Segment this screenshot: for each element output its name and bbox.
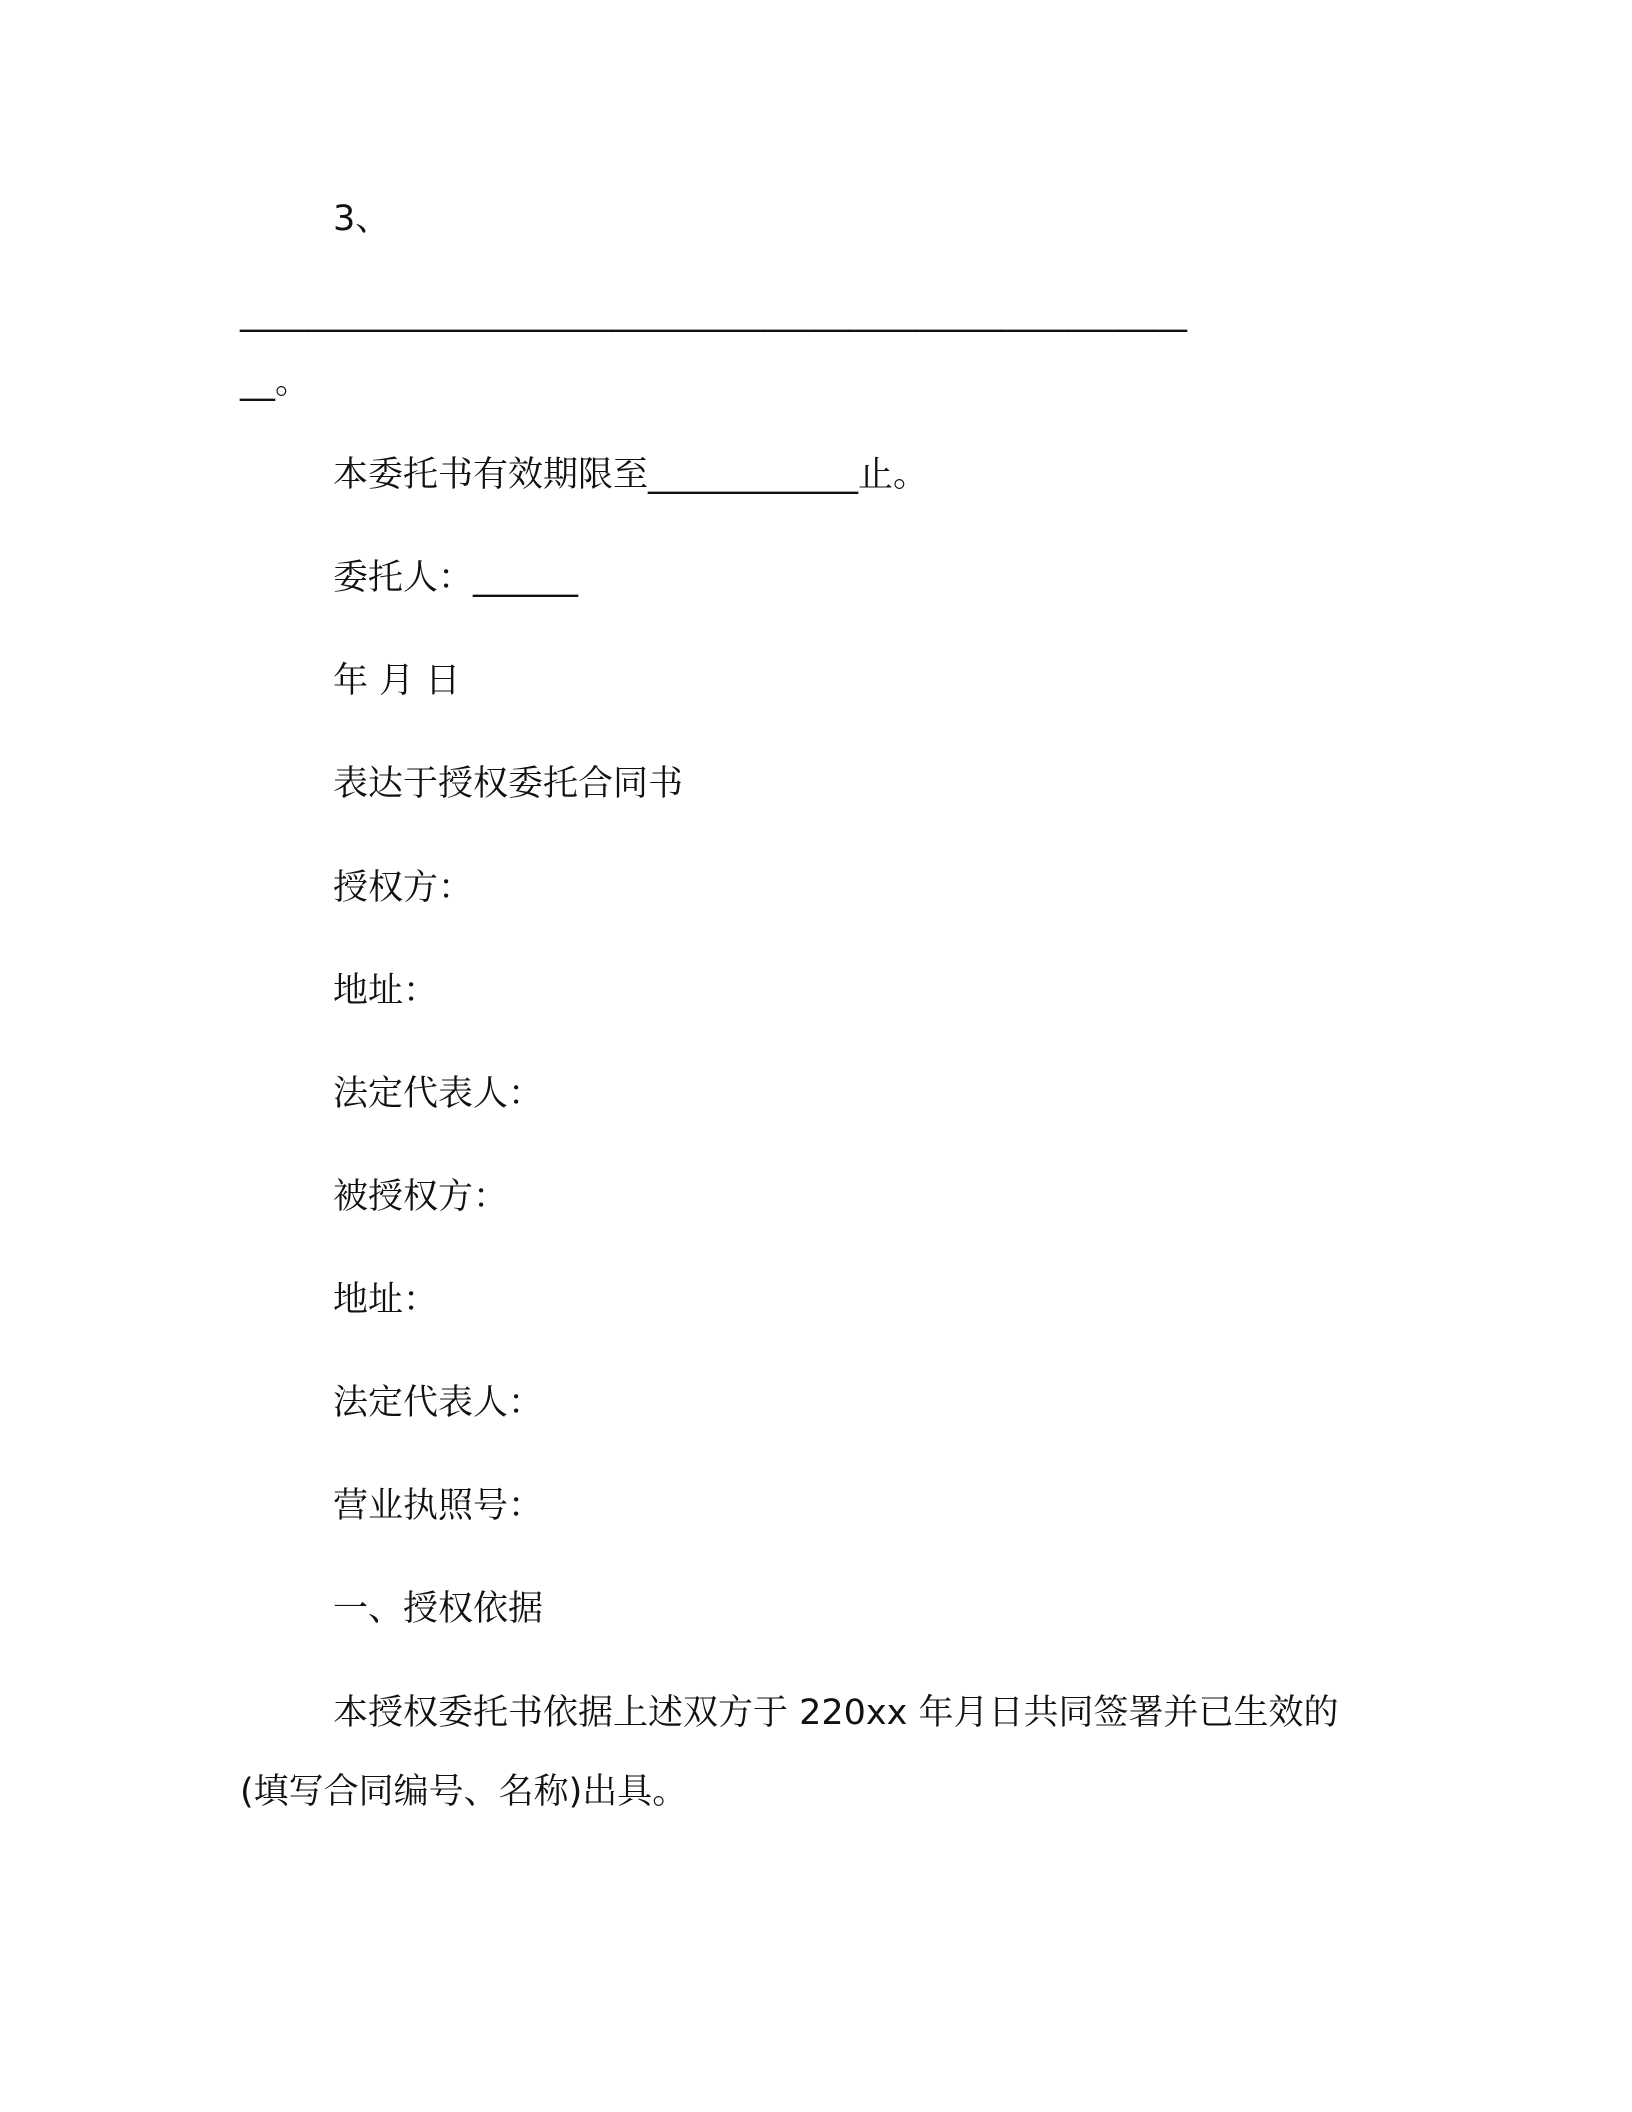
- grantee-label: 被授权方：: [333, 1177, 509, 1217]
- grantee-legal-rep-label: 法定代表人：: [333, 1383, 544, 1423]
- authorization-basis-paragraph-cont: (填写合同编号、名称)出具。: [240, 1772, 688, 1812]
- validity-period: 本委托书有效期限至____________止。: [333, 455, 929, 495]
- section-heading-authorization-basis: 一、授权依据: [333, 1589, 544, 1629]
- blank-line-end: __。: [240, 362, 311, 402]
- item-number: 3、: [333, 199, 391, 239]
- blank-line: ________________________________________________________: [240, 293, 1187, 333]
- grantor-label: 授权方：: [333, 868, 474, 908]
- principal-signature: 委托人：______: [333, 558, 579, 598]
- contract-title: 表达于授权委托合同书: [333, 764, 684, 804]
- business-license-label: 营业执照号：: [333, 1486, 544, 1526]
- grantor-legal-rep-label: 法定代表人：: [333, 1074, 544, 1114]
- grantor-address-label: 地址：: [333, 971, 439, 1011]
- authorization-basis-paragraph: 本授权委托书依据上述双方于 220xx 年月日共同签署并已生效的: [333, 1693, 1339, 1733]
- date-line: 年 月 日: [333, 661, 461, 701]
- grantee-address-label: 地址：: [333, 1280, 439, 1320]
